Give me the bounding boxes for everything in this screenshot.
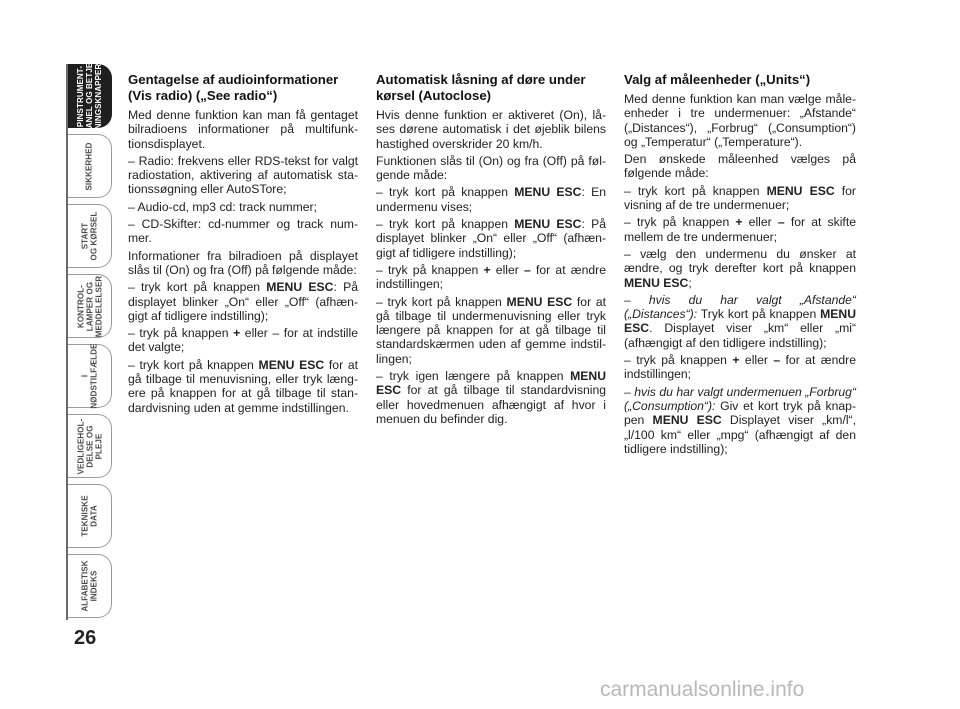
text: – tryk kort på knappen (624, 183, 767, 198)
paragraph (376, 263, 606, 292)
text: eller (742, 215, 778, 230)
column-autoclose (376, 72, 606, 429)
italic-condition: – hvis du har valgt „Afstande“ („Distances“): (624, 292, 856, 322)
italic-condition: – hvis du har valgt undermenuen „Forbrug“ („Consumption“): (624, 384, 856, 413)
button-reference: MENU ESC (514, 217, 582, 232)
text: for at gå tilbage til undermenuvisning eller tryk længere på knappen for at gå tilbage til standardskærmen uden af gemme indstillingen; (376, 294, 606, 366)
tab-label: VEDLIGEHOL- DELSE OG PLEJE (76, 418, 103, 474)
text: for at skifte mellem de tre undermenuer; (624, 215, 856, 244)
paragraph: – Audio-cd, mp3 cd: track nummer; (128, 199, 317, 214)
paragraph (624, 247, 856, 290)
paragraph: Med denne funktion kan man vælge måleenheder i tre undermenuer: „Afstande“ („Distances“), „Forbrug“ („Consumption“) og „Temperatur“ („Temperature“). (624, 92, 856, 149)
text: Tryk kort på knappen (697, 307, 821, 322)
paragraph (376, 369, 606, 426)
text: for at gå tilbage til standardvisning eller hovedmenuen afhængigt af hvor i menuen du befinder dig. (376, 383, 606, 426)
paragraph: Hvis denne funktion er aktiveret (On), låses dørene automatisk i det øjeblik bilens hastighed overskrider 20 km/h. (376, 108, 606, 151)
paragraph (624, 293, 856, 350)
paragraph: Informationer fra bilradioen på displayet slås til (On) og fra (Off) på følgende måde: (128, 248, 358, 277)
tab-tekniske-data[interactable] (68, 484, 112, 548)
button-reference: MENU ESC (766, 183, 835, 198)
button-reference: MENU ESC (514, 185, 582, 200)
button-reference: MENU ESC (266, 280, 334, 295)
plus-symbol: + (233, 326, 241, 341)
tab-nodstilfaelde[interactable] (68, 344, 112, 408)
minus-symbol: – (773, 353, 781, 368)
watermark: carmanualsonline.info (600, 678, 805, 701)
text: Giv et kort tryk på knappen (624, 398, 856, 428)
button-reference: MENU ESC (624, 307, 856, 336)
column-units (624, 72, 856, 459)
text: : På displayet blinker „On“ eller „Off“ (afhængigt af tidligere indstilling); (128, 280, 358, 323)
text: – vælg den undermenu du ønsker at ændre, og tryk derefter kort på knappen (624, 246, 856, 276)
button-reference: MENU ESC (376, 369, 606, 398)
plus-symbol: + (732, 353, 740, 368)
minus-symbol: – (777, 215, 785, 230)
paragraph (624, 215, 856, 244)
paragraph (624, 353, 856, 382)
text: for at ændre indstillingen; (624, 353, 856, 382)
tab-label: SIKKERHED (85, 141, 94, 191)
text: . Displayet viser „km“ eller „mi“ (afhængigt af den tidligere indstilling); (624, 321, 856, 350)
text: – tryk kort på knappen (128, 280, 267, 295)
tab-kontrollamper[interactable] (68, 274, 112, 338)
text: eller (739, 353, 774, 368)
text: – tryk kort på knappen (376, 294, 507, 309)
paragraph (624, 385, 856, 456)
paragraph (128, 280, 358, 323)
section-heading: Automatisk låsning af døre under kørsel (Autoclose) (376, 72, 586, 103)
paragraph: – Radio: frekvens eller RDS-tekst for valgt radiostation, aktivering af automatisk stationssøgning eller AutoSTore; (128, 153, 358, 197)
tab-alfabetisk-indeks[interactable] (68, 554, 112, 618)
tab-label: KONTROL- LAMPER OG MEDDELELSER (76, 275, 103, 337)
section-heading: Valg af måleenheder („Units“) (624, 72, 811, 87)
paragraph (128, 358, 358, 415)
tab-label: START OG KØRSEL (80, 211, 99, 261)
paragraph: Den ønskede måleenhed vælges på følgende måde: (624, 152, 856, 181)
text: : På displayet blinker „On“ eller „Off“ (afhængigt af tidligere indstilling); (376, 217, 606, 260)
paragraph (128, 326, 358, 355)
paragraph (624, 184, 856, 213)
paragraph (376, 185, 606, 214)
button-reference: MENU ESC (506, 294, 573, 309)
plus-symbol: + (483, 262, 491, 277)
text: Displayet viser „km/l“, „l/100 km“ eller „mpg“ (afhængigt af den tidligere indstilling); (624, 413, 856, 456)
text: for visning af de tre undermenuer; (624, 183, 856, 213)
button-reference: MENU ESC (258, 357, 325, 372)
text: eller (490, 262, 525, 277)
tab-sikkerhed[interactable] (68, 134, 112, 198)
text: – tryk på knappen (624, 215, 736, 230)
tab-label: I NØDSTILFÆLDE (80, 343, 99, 409)
button-reference: MENU ESC (624, 275, 689, 290)
plus-symbol: + (735, 215, 743, 230)
text: – tryk på knappen (376, 262, 484, 277)
text: – tryk på knappen (128, 326, 234, 341)
section-heading: Gentagelse af audioinformationer (Vis radio) („See radio“) (128, 72, 339, 103)
paragraph: – CD-Skifter: cd-nummer og track nummer. (128, 217, 358, 246)
text: for at gå tilbage til menuvisning, eller tryk længere på knappen for at gå tilbage til standardvisning uden at gemme indstillingen. (128, 357, 358, 415)
text: eller – for at indstille det valgte; (128, 326, 358, 355)
tab-label: PINSTRUMENT- PANEL OG BETJE- NINGSKNAPPER (76, 59, 103, 133)
tab-vedligeholdelse[interactable] (68, 414, 112, 478)
paragraph: Med denne funktion kan man få gentaget bilradioens informationer på multifunktionsdisplayet. (128, 108, 358, 151)
page-number: 26 (74, 627, 97, 649)
text: : En undermenu vises; (376, 185, 606, 214)
tab-instrumentpanel[interactable] (68, 59, 112, 133)
text: – tryk på knappen (624, 353, 733, 368)
paragraph (376, 217, 606, 260)
button-reference: MENU ESC (652, 413, 722, 428)
paragraph (376, 295, 606, 366)
text: – tryk kort på knappen (128, 357, 259, 372)
text: – tryk kort på knappen (376, 185, 515, 200)
text: – tryk kort på knappen (376, 217, 515, 232)
text: – tryk igen længere på knappen (376, 369, 571, 384)
text: for at ændre indstillingen; (376, 262, 606, 292)
tab-start-og-korsel[interactable] (68, 204, 112, 268)
column-see-radio (128, 72, 358, 418)
minus-symbol: – (524, 262, 531, 277)
tab-label: ALFABETISK INDEKS (80, 560, 99, 612)
tab-label: TEKNISKE DATA (80, 495, 99, 537)
text: ; (688, 275, 692, 290)
paragraph: Funktionen slås til (On) og fra (Off) på følgende måde: (376, 153, 606, 183)
